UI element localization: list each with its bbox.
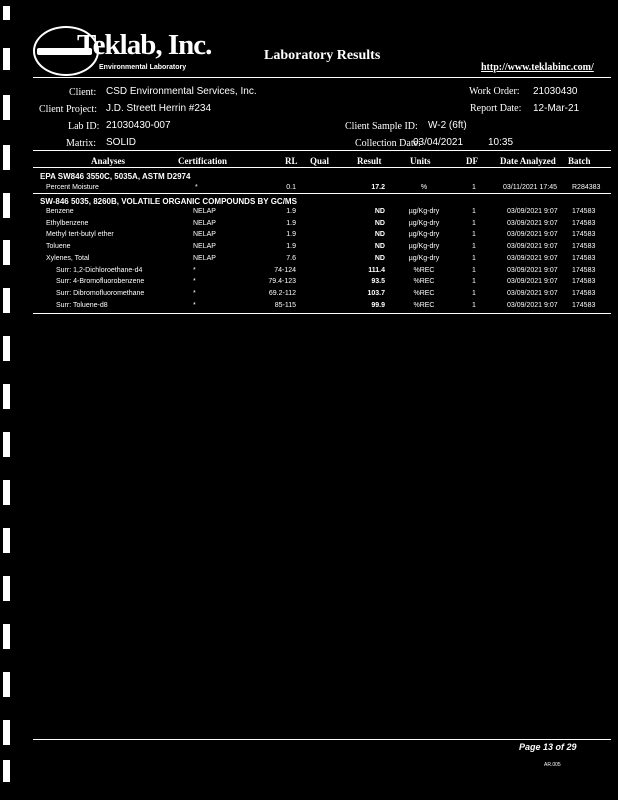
cell-rl: 0.1: [286, 184, 296, 191]
cell-batch: 174583: [572, 266, 596, 274]
cell-result: ND: [374, 243, 385, 251]
cell-rl: 85-115: [274, 301, 296, 309]
section-title: SW-846 5035, 8260B, VOLATILE ORGANIC COMPOUNDS BY GC/MS: [40, 197, 297, 206]
logo-name: Teklab, Inc.: [77, 29, 212, 61]
cell-df: 1: [472, 289, 476, 297]
matrix-value: SOLID: [106, 137, 137, 148]
lab-id-label: Lab ID:: [68, 121, 100, 132]
cell-batch: R284383: [572, 184, 601, 191]
col-certification: Certification: [178, 156, 227, 166]
cell-batch: 174583: [572, 243, 596, 251]
website-link[interactable]: http://www.teklabinc.com/: [481, 62, 594, 73]
cell-result: 111.4: [368, 266, 385, 274]
cell-df: 1: [472, 243, 476, 251]
header-divider: [33, 77, 611, 78]
cell-date: 03/09/2021 9:07: [507, 254, 558, 262]
info-divider: [33, 150, 611, 151]
cell-batch: 174583: [572, 301, 596, 309]
col-analyses: Analyses: [91, 156, 126, 166]
document-code: AR.005: [544, 762, 561, 768]
cell-rl: 1.9: [286, 231, 296, 239]
cell-date: 03/09/2021 9:07: [507, 231, 558, 239]
cell-units: %REC: [413, 289, 435, 297]
cell-analyte: Toluene: [46, 243, 71, 251]
report-date-value: 12-Mar-21: [533, 103, 580, 114]
cell-result: ND: [374, 231, 385, 239]
cell-date: 03/11/2021 17:45: [503, 184, 557, 191]
section-divider: [33, 193, 611, 194]
collection-time-value: 10:35: [488, 137, 514, 148]
cell-analyte: Surr: 4-Bromofluorobenzene: [56, 278, 145, 286]
cell-rl: 79.4-123: [268, 278, 296, 286]
cell-result: ND: [374, 208, 385, 215]
cell-df: 1: [472, 254, 476, 262]
cell-cert: *: [193, 266, 196, 274]
header-rule: [33, 167, 611, 168]
cell-batch: 174583: [572, 289, 596, 297]
cell-result: 99.9: [371, 301, 385, 309]
cell-date: 03/09/2021 9:07: [507, 243, 558, 251]
lab-id-value: 21030430-007: [106, 120, 171, 131]
cell-analyte: Percent Moisture: [46, 184, 99, 191]
cell-rl: 1.9: [286, 219, 296, 227]
cell-units: %REC: [413, 266, 435, 274]
cell-result: 17.2: [371, 184, 385, 191]
cell-analyte: Benzene: [46, 208, 74, 215]
col-qual: Qual: [310, 156, 330, 166]
project-value: J.D. Streett Herrin #234: [106, 103, 212, 114]
cell-rl: 7.6: [286, 254, 296, 262]
cell-analyte: Surr: 1,2-Dichloroethane-d4: [56, 266, 143, 274]
cell-date: 03/09/2021 9:07: [507, 278, 558, 286]
sample-id-value: W-2 (6ft): [428, 120, 467, 131]
cell-units: µg/Kg-dry: [408, 243, 440, 251]
cell-df: 1: [472, 301, 476, 309]
logo-subtitle: Environmental Laboratory: [99, 64, 187, 71]
cell-units: %: [420, 184, 428, 191]
cell-date: 03/09/2021 9:07: [507, 301, 558, 309]
cell-cert: *: [193, 301, 196, 309]
cell-result: 103.7: [367, 289, 385, 297]
cell-cert: NELAP: [193, 231, 216, 239]
cell-cert: *: [193, 278, 196, 286]
cell-units: µg/Kg-dry: [408, 219, 440, 227]
col-df: DF: [466, 156, 478, 166]
cell-date: 03/09/2021 9:07: [507, 266, 558, 274]
col-result: Result: [357, 156, 382, 166]
cell-analyte: Surr: Dibromofluoromethane: [56, 289, 145, 297]
cell-cert: *: [195, 184, 198, 191]
footer-divider: [33, 739, 611, 740]
cell-df: 1: [472, 219, 476, 227]
cell-cert: NELAP: [193, 254, 216, 262]
cell-df: 1: [472, 266, 476, 274]
collection-date-label: Collection Date:: [355, 138, 421, 149]
col-date-analyzed: Date Analyzed: [500, 156, 556, 166]
work-order-value: 21030430: [533, 86, 578, 97]
col-batch: Batch: [568, 156, 591, 166]
cell-rl: 74-124: [274, 266, 296, 274]
section-title: EPA SW846 3550C, 5035A, ASTM D2974: [40, 172, 191, 181]
matrix-label: Matrix:: [66, 138, 96, 149]
cell-df: 1: [472, 208, 476, 215]
cell-units: µg/Kg-dry: [408, 254, 440, 262]
cell-units: µg/Kg-dry: [408, 231, 440, 239]
page-number: Page 13 of 29: [519, 742, 577, 752]
col-rl: RL: [285, 156, 298, 166]
cell-cert: *: [193, 289, 196, 297]
cell-rl: 1.9: [286, 208, 296, 215]
cell-date: 03/09/2021 9:07: [507, 208, 558, 215]
cell-batch: 174583: [572, 219, 596, 227]
cell-batch: 174583: [572, 278, 596, 286]
cell-result: 93.5: [371, 278, 385, 286]
cell-cert: NELAP: [193, 208, 216, 215]
cell-analyte: Surr: Toluene-d8: [56, 301, 108, 309]
sample-id-label: Client Sample ID:: [345, 121, 418, 132]
cell-batch: 174583: [572, 231, 596, 239]
cell-date: 03/09/2021 9:07: [507, 219, 558, 227]
cell-units: µg/Kg-dry: [408, 208, 440, 215]
cell-result: ND: [374, 219, 385, 227]
cell-batch: 174583: [572, 208, 596, 215]
cell-result: ND: [374, 254, 385, 262]
work-order-label: Work Order:: [469, 86, 520, 97]
cell-units: %REC: [413, 301, 435, 309]
cell-analyte: Methyl tert-butyl ether: [46, 231, 114, 239]
report-date-label: Report Date:: [470, 103, 522, 114]
client-value: CSD Environmental Services, Inc.: [106, 86, 257, 97]
client-label: Client:: [69, 87, 97, 98]
table-end-rule: [33, 313, 611, 314]
cell-df: 1: [472, 278, 476, 286]
cell-df: 1: [472, 184, 476, 191]
project-label: Client Project:: [39, 104, 98, 115]
cell-units: %REC: [413, 278, 435, 286]
cell-analyte: Xylenes, Total: [46, 254, 90, 262]
cell-analyte: Ethylbenzene: [46, 219, 89, 227]
cell-date: 03/09/2021 9:07: [507, 289, 558, 297]
cell-df: 1: [472, 231, 476, 239]
col-units: Units: [410, 156, 431, 166]
collection-date-value: 03/04/2021: [413, 137, 464, 148]
report-title: Laboratory Results: [264, 48, 381, 63]
cell-cert: NELAP: [193, 219, 216, 227]
cell-rl: 1.9: [286, 243, 296, 251]
cell-rl: 69.2-112: [268, 289, 296, 297]
cell-batch: 174583: [572, 254, 596, 262]
cell-cert: NELAP: [193, 243, 216, 251]
